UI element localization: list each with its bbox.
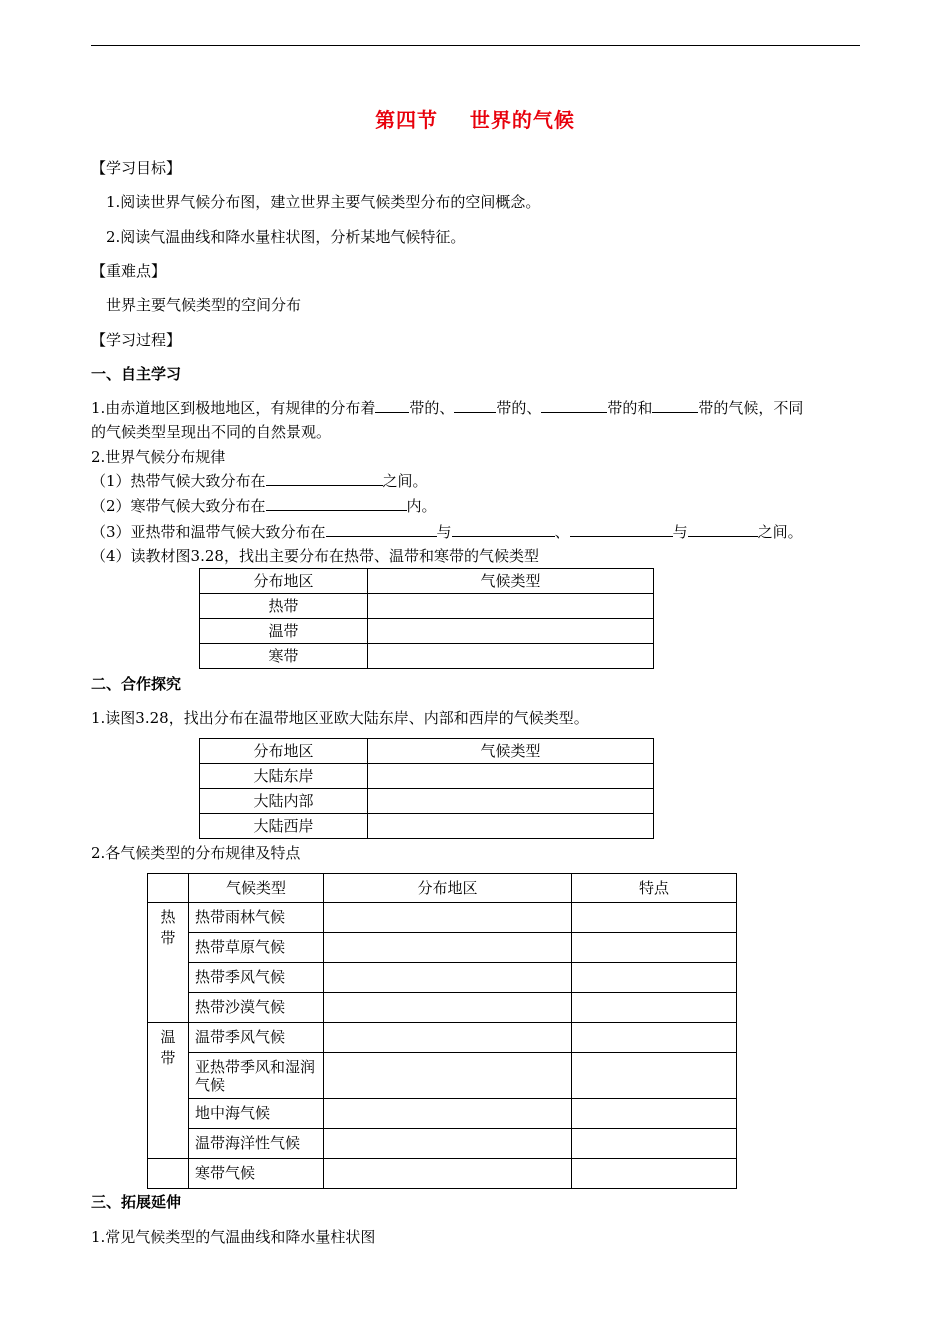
- answer-cell[interactable]: [324, 1053, 572, 1099]
- header-region: 分布地区: [324, 874, 572, 903]
- climate-type: 热带沙漠气候: [189, 993, 324, 1023]
- part1-s3: [91, 522, 803, 542]
- answer-cell[interactable]: [368, 764, 654, 789]
- fill-blank[interactable]: [266, 471, 383, 486]
- answer-cell[interactable]: [324, 993, 572, 1023]
- q1-text-b: 带的、: [409, 399, 455, 417]
- part2-heading: 二、合作探究: [91, 675, 182, 693]
- answer-cell[interactable]: [572, 1023, 737, 1053]
- answer-cell[interactable]: [572, 1099, 737, 1129]
- fill-blank[interactable]: [326, 522, 437, 537]
- header-region: 分布地区: [200, 569, 368, 594]
- process-heading: 【学习过程】: [91, 331, 182, 349]
- answer-cell[interactable]: [572, 963, 737, 993]
- q1-text-d: 带的和: [607, 399, 653, 417]
- header-rule: [91, 45, 860, 46]
- q1-text-c: 带的、: [496, 399, 542, 417]
- part1-s4: （4）读教材图3.28，找出主要分布在热带、温带和寒带的气候类型: [91, 547, 539, 565]
- answer-cell[interactable]: [572, 903, 737, 933]
- s3-text-e: 之间。: [757, 523, 803, 541]
- answer-cell[interactable]: [324, 1159, 572, 1189]
- zone-tropical: 热带: [148, 903, 189, 1023]
- part1-q1-line2: 的气候类型呈现出不同的自然景观。: [91, 423, 332, 441]
- part2-q2: 2.各气候类型的分布规律及特点: [91, 844, 301, 862]
- part3-q1: 1.常见气候类型的气温曲线和降水量柱状图: [91, 1228, 376, 1246]
- part1-q2: 2.世界气候分布规律: [91, 448, 226, 466]
- header-feature: 特点: [572, 874, 737, 903]
- part3-heading: 三、拓展延伸: [91, 1193, 182, 1211]
- answer-cell[interactable]: [324, 1023, 572, 1053]
- s2-text-b: 内。: [406, 497, 437, 515]
- answer-cell[interactable]: [324, 903, 572, 933]
- s1-text-a: （1）热带气候大致分布在: [91, 472, 266, 490]
- row-label: 大陆内部: [200, 789, 368, 814]
- answer-cell[interactable]: [324, 963, 572, 993]
- header-region: 分布地区: [200, 739, 368, 764]
- s3-text-b: 与: [436, 523, 452, 541]
- zone-climate-table: [199, 568, 654, 669]
- climate-type: 热带雨林气候: [189, 903, 324, 933]
- answer-cell[interactable]: [572, 1159, 737, 1189]
- s1-text-b: 之间。: [382, 472, 428, 490]
- s3-text-d: 与: [672, 523, 688, 541]
- page-title: 第四节 世界的气候: [375, 108, 575, 132]
- part1-heading: 一、自主学习: [91, 365, 182, 383]
- fill-blank[interactable]: [688, 522, 758, 537]
- part2-q1: 1.读图3.28，找出分布在温带地区亚欧大陆东岸、内部和西岸的气候类型。: [91, 709, 589, 727]
- header-climate: 气候类型: [368, 569, 654, 594]
- row-label: 大陆西岸: [200, 814, 368, 839]
- header-type: 气候类型: [189, 874, 324, 903]
- row-label: 热带: [200, 594, 368, 619]
- climate-type: 亚热带季风和湿润气候: [189, 1053, 324, 1099]
- fill-blank[interactable]: [375, 398, 409, 413]
- goal-item-2: 2.阅读气温曲线和降水量柱状图，分析某地气候特征。: [106, 228, 466, 246]
- header-climate: 气候类型: [368, 739, 654, 764]
- answer-cell[interactable]: [324, 933, 572, 963]
- climate-type: 温带季风气候: [189, 1023, 324, 1053]
- key-heading: 【重难点】: [91, 262, 167, 280]
- goals-heading: 【学习目标】: [91, 159, 182, 177]
- part1-q1-line1: [91, 398, 803, 418]
- fill-blank[interactable]: [541, 398, 607, 413]
- fill-blank[interactable]: [266, 496, 407, 511]
- row-label: 大陆东岸: [200, 764, 368, 789]
- answer-cell[interactable]: [572, 993, 737, 1023]
- s3-text-c: 、: [554, 523, 570, 541]
- fill-blank[interactable]: [454, 398, 496, 413]
- zone-frigid: [148, 1159, 189, 1189]
- answer-cell[interactable]: [368, 619, 654, 644]
- key-text: 世界主要气候类型的空间分布: [106, 296, 302, 314]
- answer-cell[interactable]: [368, 594, 654, 619]
- climate-type: 热带草原气候: [189, 933, 324, 963]
- part1-s1: [91, 471, 428, 491]
- climate-feature-table: [147, 873, 737, 1189]
- q1-text-e: 带的气候，不同: [698, 399, 804, 417]
- continent-climate-table: [199, 738, 654, 839]
- corner-cell: [148, 874, 189, 903]
- answer-cell[interactable]: [572, 933, 737, 963]
- climate-type: 寒带气候: [189, 1159, 324, 1189]
- q1-text-a: 1.由赤道地区到极地地区，有规律的分布着: [91, 399, 376, 417]
- climate-type: 地中海气候: [189, 1099, 324, 1129]
- answer-cell[interactable]: [572, 1053, 737, 1099]
- climate-type: 温带海洋性气候: [189, 1129, 324, 1159]
- fill-blank[interactable]: [570, 522, 673, 537]
- climate-type: 热带季风气候: [189, 963, 324, 993]
- s2-text-a: （2）寒带气候大致分布在: [91, 497, 266, 515]
- answer-cell[interactable]: [324, 1129, 572, 1159]
- row-label: 寒带: [200, 644, 368, 669]
- answer-cell[interactable]: [368, 644, 654, 669]
- zone-temperate: 温带: [148, 1023, 189, 1159]
- answer-cell[interactable]: [324, 1099, 572, 1129]
- fill-blank[interactable]: [452, 522, 555, 537]
- s3-text-a: （3）亚热带和温带气候大致分布在: [91, 523, 326, 541]
- answer-cell[interactable]: [368, 789, 654, 814]
- answer-cell[interactable]: [368, 814, 654, 839]
- part1-s2: [91, 496, 437, 516]
- row-label: 温带: [200, 619, 368, 644]
- answer-cell[interactable]: [572, 1129, 737, 1159]
- goal-item-1: 1.阅读世界气候分布图，建立世界主要气候类型分布的空间概念。: [106, 193, 541, 211]
- fill-blank[interactable]: [652, 398, 698, 413]
